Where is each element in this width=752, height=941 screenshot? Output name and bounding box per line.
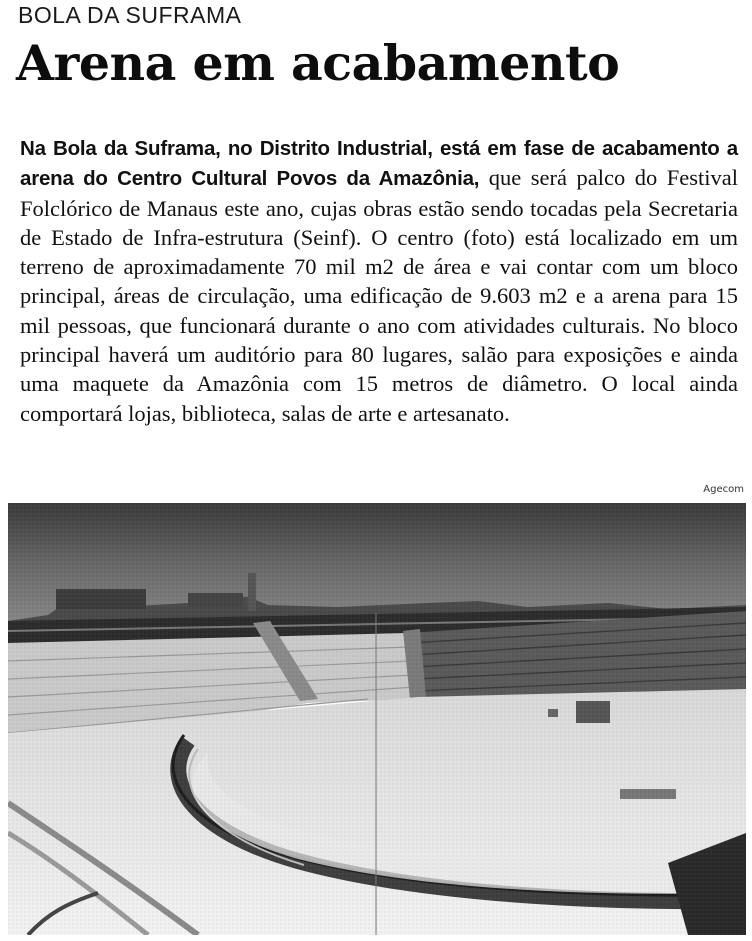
headline: Arena em acabamento <box>16 34 620 92</box>
body-text: que será palco do Festival Folclórico de Manaus este ano, cujas obras estão sendo tocadas pela Secretaria de Estado de Infra-estrutura (Seinf). O centro (foto) está localizado em um terreno de aproximadamente 70 mil m2 de área e vai contar com um bloco principal, áreas de circulação, uma edificação de 9.603 m2 e a arena para 15 mil pessoas, que funcionará durante o ano com atividades culturais. No bloco principal haverá um auditório para 80 lugares, salão para exposições e ainda uma maquete da Amazônia com 15 metros de diâmetro. O local ainda comportará lojas, biblioteca, salas de arte e artesanato. <box>20 165 738 426</box>
arena-photo-illustration <box>8 503 746 935</box>
article-body <box>20 133 738 428</box>
lead-text: Na Bola da Suframa, no Distrito Industrial, está em fase de acabamento a arena do Centro Cultural Povos da Amazônia, <box>20 137 738 191</box>
arena-photo <box>8 503 746 935</box>
section-kicker: BOLA DA SUFRAMA <box>18 2 242 28</box>
photo-credit: Agecom <box>703 484 744 495</box>
